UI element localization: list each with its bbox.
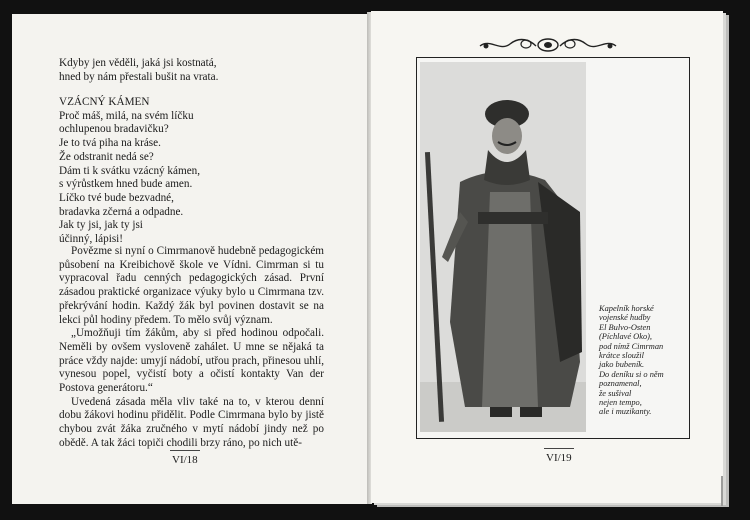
verse-line: Je to tvá piha na kráse. (59, 137, 161, 150)
verse-line: Dám ti k svátku vzácný kámen, (59, 164, 201, 177)
caption-line: ale i muzikanty. (599, 407, 652, 417)
verse-line: s výrůstkem hned bude amen. (59, 178, 193, 191)
paragraph: „Umožňuji tím žákům, aby si před hodinou odpočali. Neměli by ovšem vysloveně zahálet. U mne se nějaká ta práce vždy najde: umyjí nádobí, utřou prach, přinesou uhlí, vynesou popel, vyčistí boty a očistí kontakty Van der Postova generátoru.“ (59, 327, 325, 395)
caption-line: jako bubeník. (599, 360, 645, 370)
paragraph: Uvedená zásada měla vliv také na to, v kterou denní dobu žákovi hodinu přidělit. Podle Cimrmana bylo by jistě chybou zvát žáka zručného v mytí nádobí jindy než po obědě. A tak žáci topiči chodili brzy ráno, po nich utě- (59, 395, 324, 449)
verse-line: Že odstranit nedá se? (59, 150, 154, 163)
intro-verse (59, 57, 324, 84)
caption-line: krátce sloužil (599, 351, 644, 361)
verse-line: hned by nám přestali bušit na vrata. (59, 70, 219, 83)
caption-line: El Bulvo-Osten (599, 322, 651, 332)
caption-line: (Píchlavé Oko), (599, 332, 653, 342)
caption-line: Kapelník horské (599, 304, 654, 313)
caption-line: vojenské hudby (599, 313, 651, 323)
verse-line: Proč máš, milá, na svém líčku (59, 109, 194, 122)
caption-line: pod nímž Cimrman (599, 341, 664, 351)
caption-line: poznamenal, (599, 379, 642, 389)
floral-ornament-icon (476, 36, 620, 54)
poem (59, 96, 324, 247)
portrait-photo (420, 62, 586, 432)
page-number-right: VI/19 (546, 452, 572, 464)
caption-line: nejen tempo, (599, 398, 642, 408)
verse-line: Jak ty jsi, jak ty jsi (59, 219, 143, 232)
verse-line: bradavka zčerná a odpadne. (59, 205, 184, 218)
page-edge (721, 476, 723, 506)
paragraph: Povězme si nyní o Cimrmanově hudebně pedagogickém působení na Kreibichově škole ve Vídni. Cimrman si tu vypracoval řadu cenných pedagogických zásad. První zásadou praktické organizace výuky bylo u Cimrmana tzv. překrývání hodin. Každý žák byl povinen dostavit se na lekci půl hodiny předem. To mělo svůj význam. (59, 245, 324, 326)
verse-line: Líčko tvé bude bezvadné, (59, 191, 174, 204)
verse-line: ochlupenou bradavičku? (59, 123, 169, 136)
photo-caption (599, 304, 683, 417)
verse-line: účinný, lápisi! (59, 233, 124, 246)
body-text (59, 245, 324, 451)
page-number-left: VI/18 (172, 454, 198, 466)
poem-title: VZÁCNÝ KÁMEN (59, 96, 150, 108)
caption-line: že sušival (599, 388, 632, 398)
caption-line: Do deníku si o něm (599, 369, 664, 379)
verse-line: Kdyby jen věděli, jaká jsi kostnatá, (59, 57, 217, 69)
